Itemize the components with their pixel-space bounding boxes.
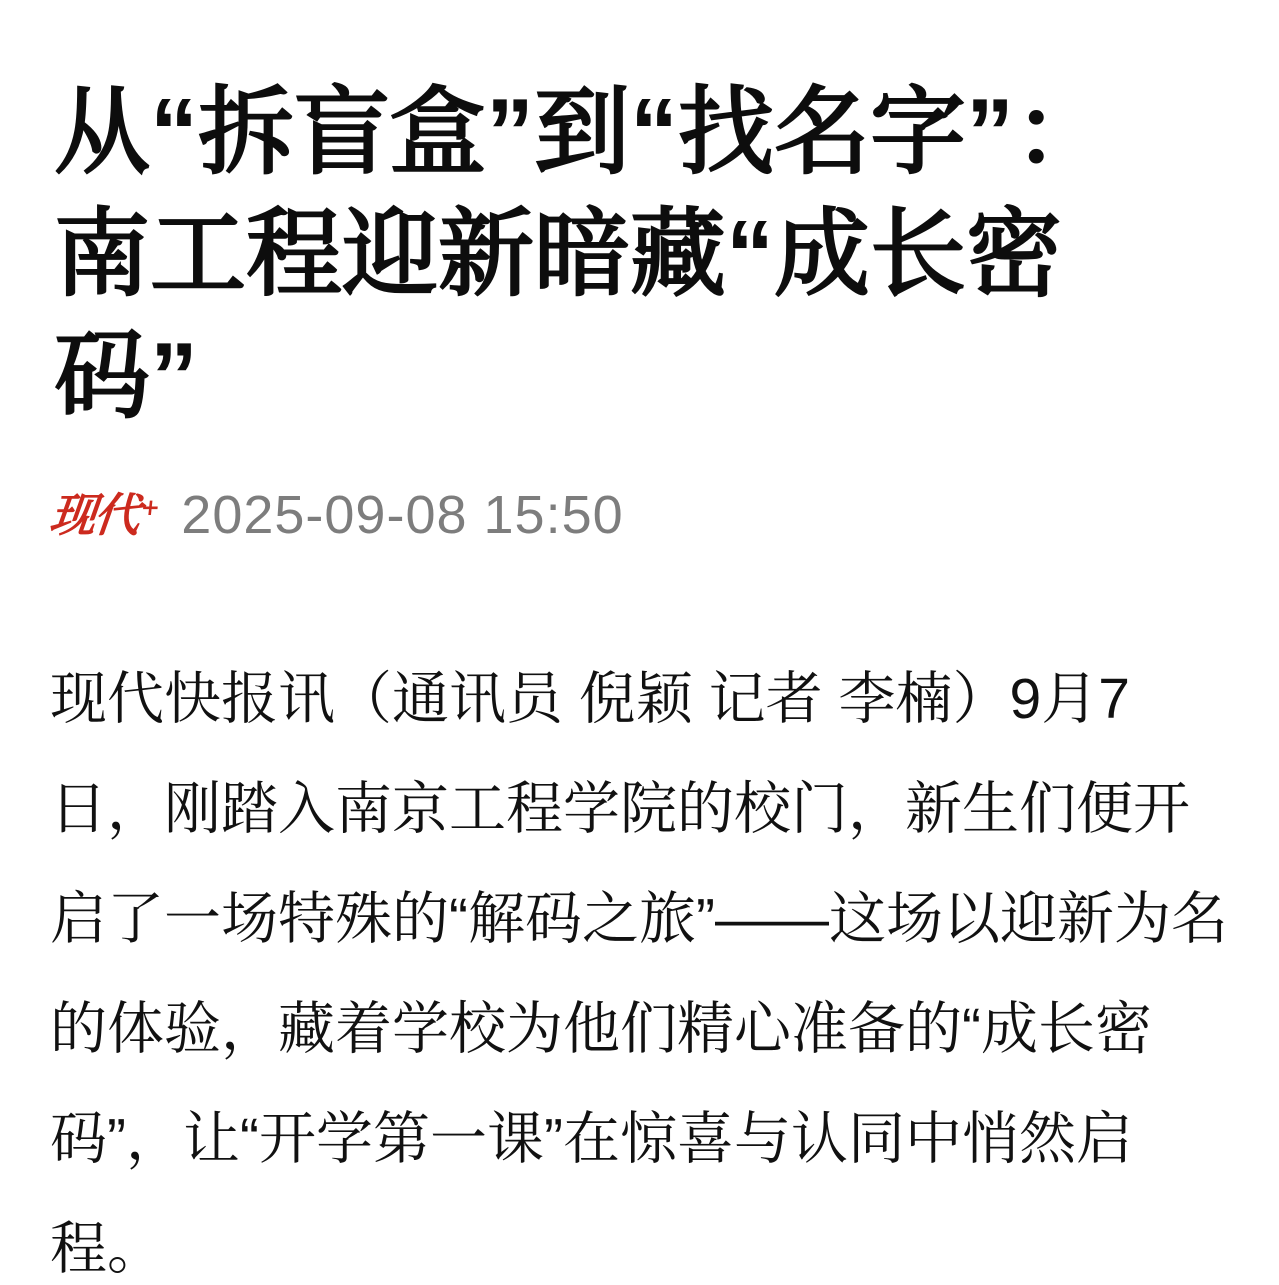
publish-timestamp: 2025-09-08 15:50 xyxy=(181,485,624,545)
article-meta-row xyxy=(47,485,1229,545)
article-page xyxy=(0,72,1279,1285)
article-title: 从“拆盲盒”到“找名字”：南工程迎新暗藏“成长密码” xyxy=(54,79,1110,430)
article-paragraph: 现代快报讯（通讯员 倪颖 记者 李楠）9月7日，刚踏入南京工程学院的校门，新生们便开启了一场特殊的“解码之旅”——这场以迎新为名的体验，藏着学校为他们精心准备的“成长密码”，让“开学第一课”在惊喜与认同中悄然启程。 xyxy=(50,667,1228,1281)
modern-express-logo[interactable] xyxy=(47,488,160,542)
logo-text: 现代 xyxy=(47,488,141,542)
logo-plus-mark: + xyxy=(139,493,160,521)
